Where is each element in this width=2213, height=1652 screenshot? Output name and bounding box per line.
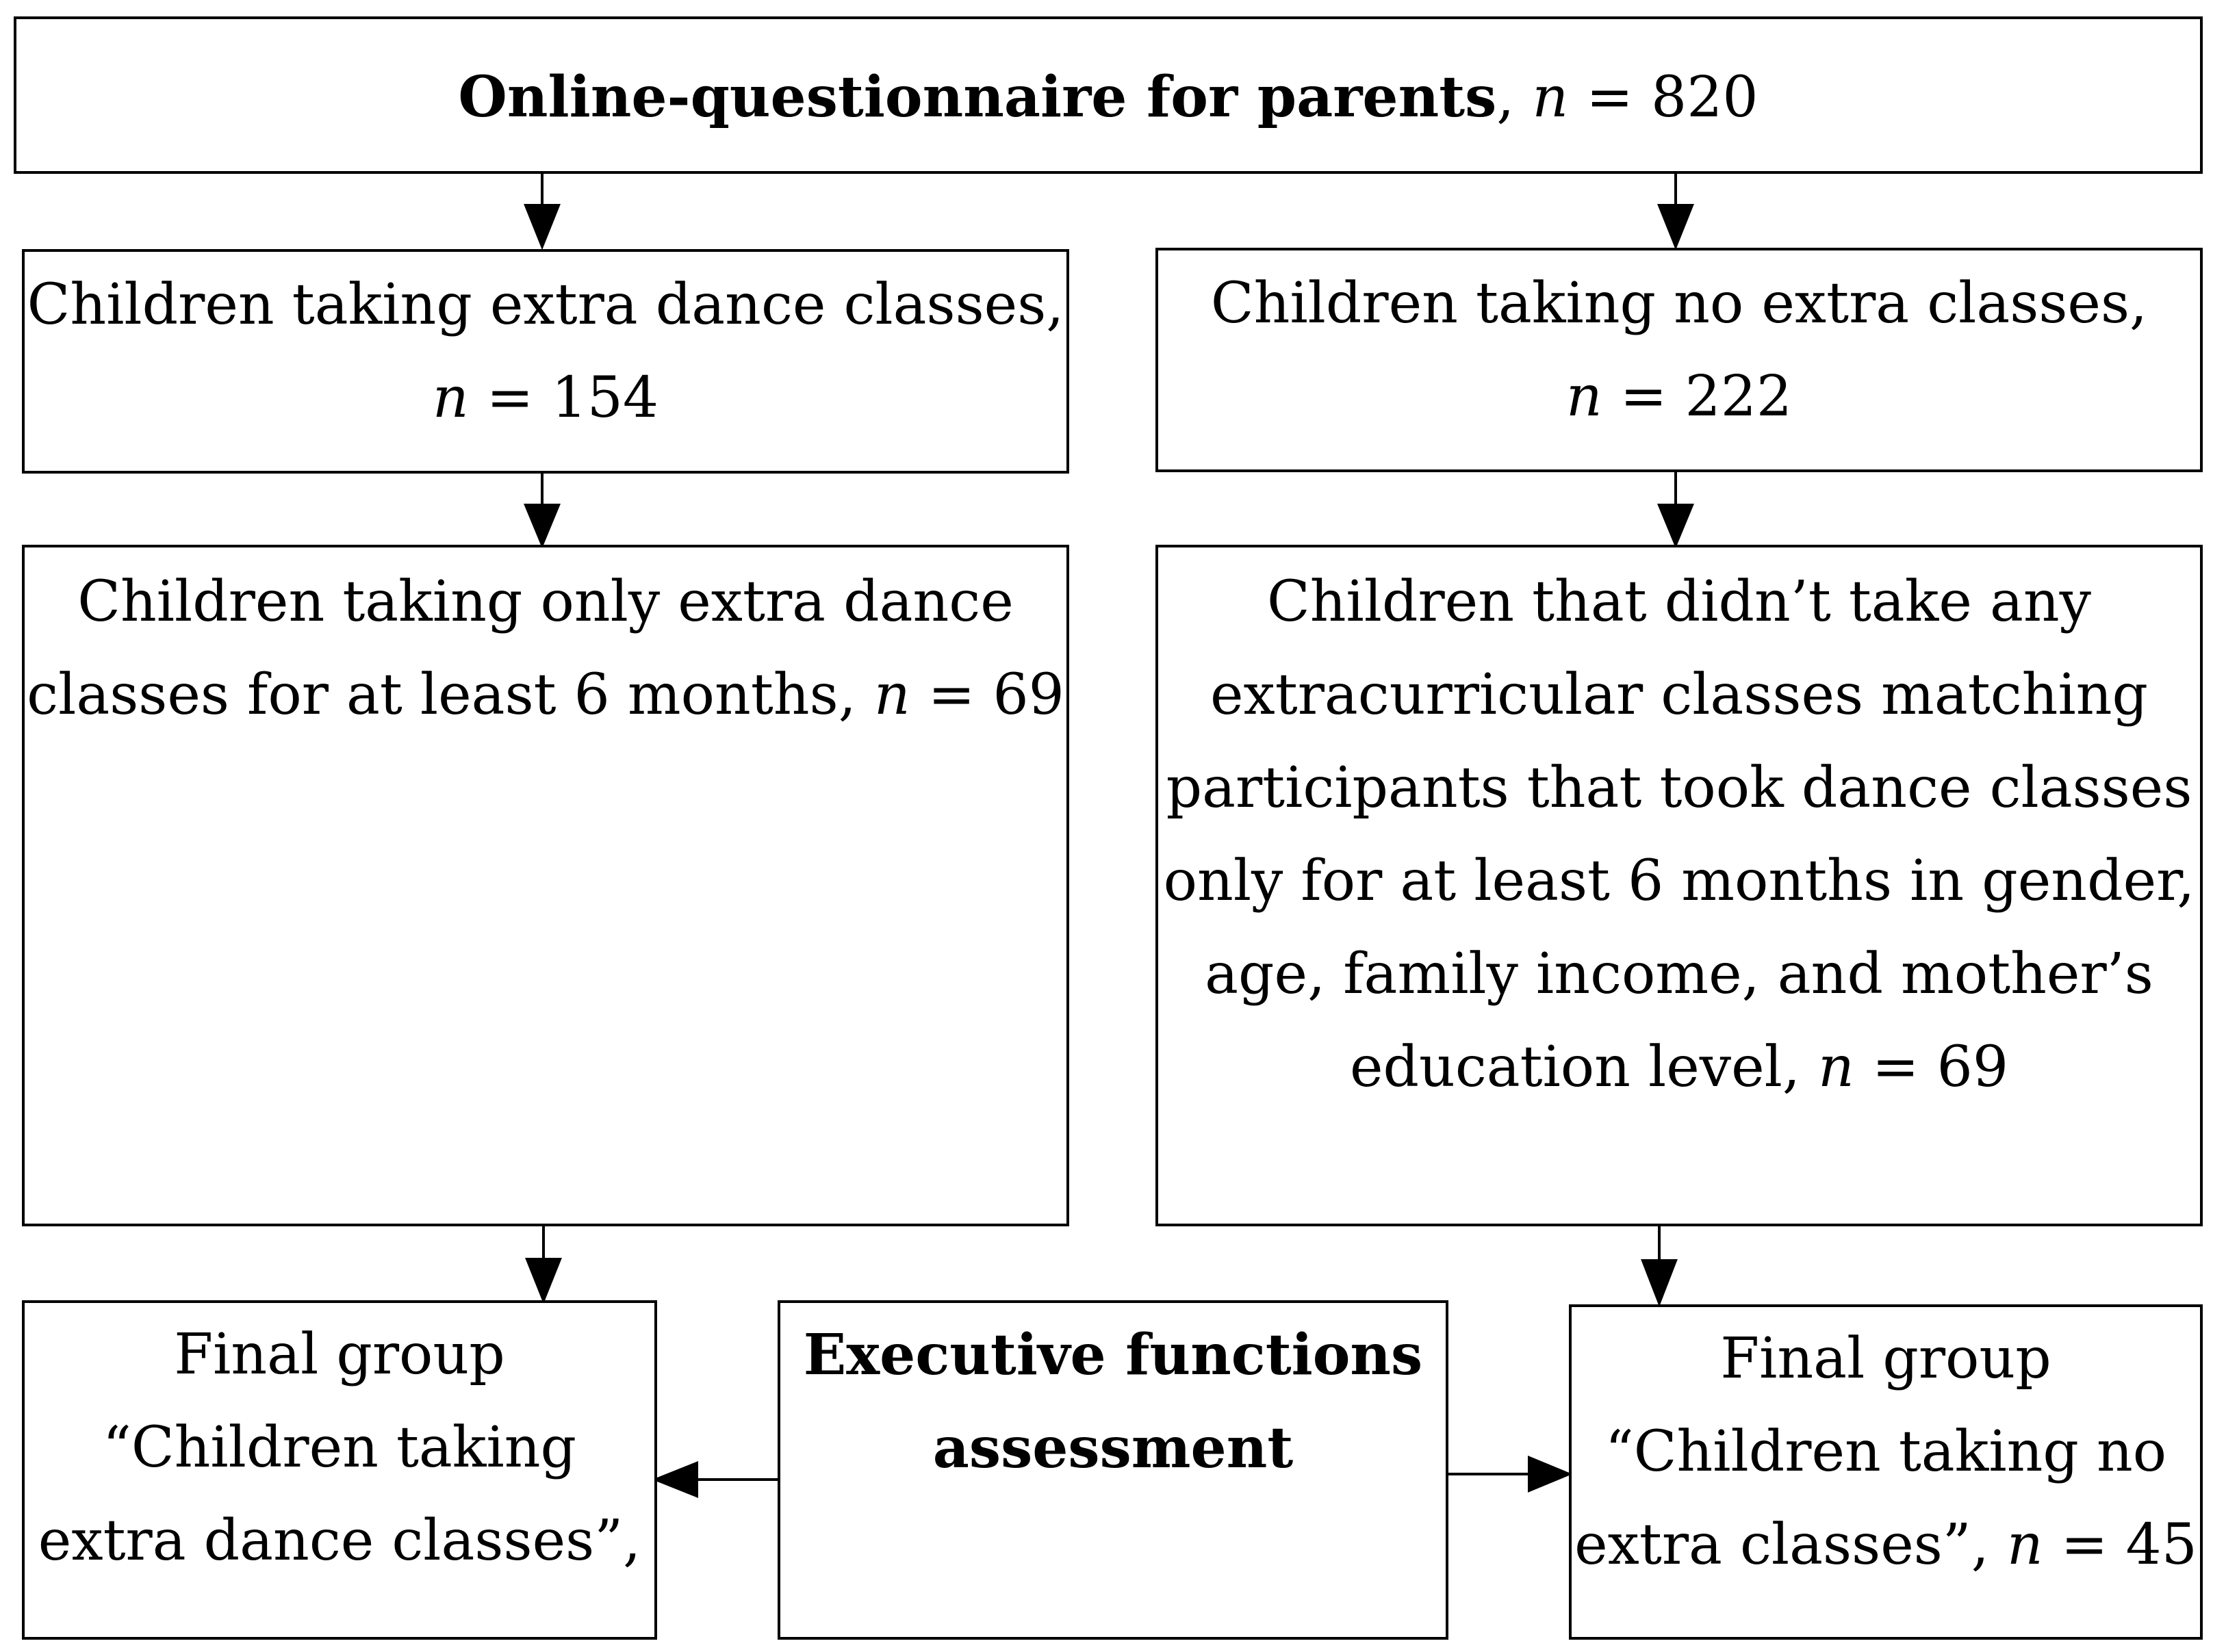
final-no-count: = 45 (2043, 1512, 2197, 1577)
n-symbol: n (873, 662, 910, 727)
dance-only-count: = 69 (910, 662, 1064, 727)
final-no-line-1: Final group (1720, 1326, 2051, 1391)
n-symbol: n (432, 365, 469, 430)
matched-line-2: extracurricular classes matching (1210, 662, 2149, 727)
final-dance-line-1: Final group (174, 1322, 505, 1387)
dance-count: = 154 (468, 365, 659, 430)
dance-line-1: Children taking extra dance classes, (27, 272, 1064, 337)
box-final-group-no-extra (1569, 1304, 2203, 1640)
box-matched-controls (1155, 545, 2203, 1226)
no-extra-count: = 222 (1602, 364, 1793, 429)
final-no-line-2: “Children taking no (1604, 1419, 2167, 1484)
questionnaire-title: Online-questionnaire for parents (458, 64, 1497, 130)
n-symbol: n (1818, 1035, 1854, 1100)
dance-only-line-1: Children taking only extra dance (77, 569, 1014, 634)
matched-line-6: education level, (1349, 1035, 1819, 1100)
matched-line-5: age, family income, and mother’s (1205, 942, 2153, 1007)
final-dance-line-2: “Children taking (102, 1415, 577, 1480)
no-extra-line-1: Children taking no extra classes, (1210, 271, 2148, 336)
matched-count: = 69 (1854, 1035, 2009, 1100)
box-executive-functions-assessment (778, 1300, 1448, 1640)
assessment-line-2: assessment (932, 1415, 1294, 1481)
questionnaire-count: = 820 (1568, 65, 1758, 130)
box-no-extra-classes (1155, 248, 2203, 472)
final-dance-line-3: extra dance classes”, (38, 1508, 641, 1573)
assessment-line-1: Executive functions (803, 1322, 1423, 1388)
matched-line-1: Children that didn’t take any (1266, 569, 2091, 634)
n-symbol: n (1532, 65, 1569, 130)
final-no-line-3: extra classes”, (1574, 1512, 2007, 1577)
box-final-group-dance (22, 1300, 657, 1640)
matched-line-3: participants that took dance classes (1166, 756, 2192, 821)
n-symbol: n (1565, 364, 1602, 429)
n-symbol: n (2006, 1512, 2043, 1577)
matched-line-4: only for at least 6 months in gender, (1163, 849, 2195, 914)
dance-only-line-2: classes for at least 6 months, (27, 662, 874, 727)
box-only-dance-6-months (22, 545, 1069, 1226)
box-online-questionnaire: Online-questionnaire for parents, n = 820 (14, 16, 2203, 174)
box-extra-dance-classes (22, 249, 1069, 474)
